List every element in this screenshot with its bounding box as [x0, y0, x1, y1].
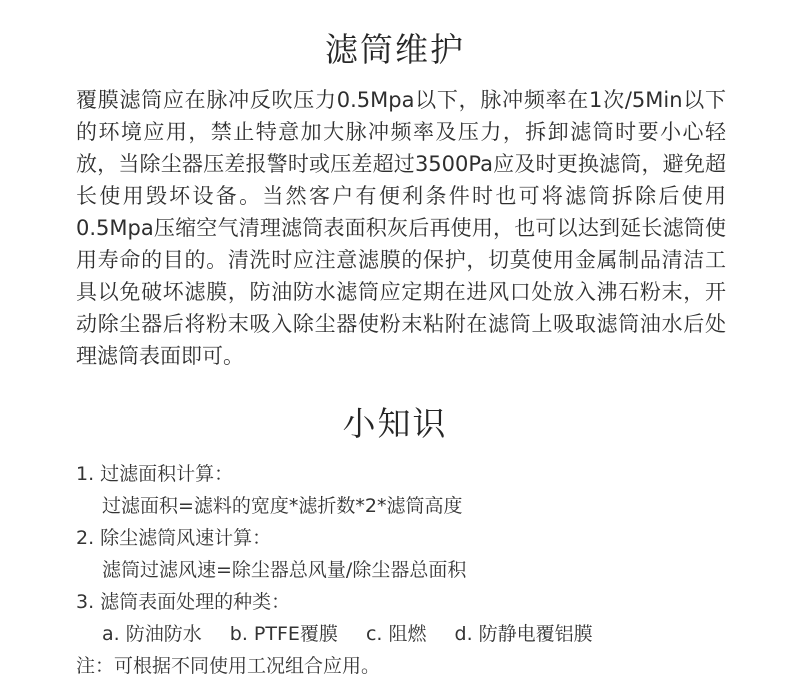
tip-1-formula: 过滤面积=滤料的宽度*滤折数*2*滤筒高度	[102, 495, 463, 517]
section-title-tips: 小知识	[342, 404, 448, 443]
tip-3-types	[76, 618, 756, 650]
tip-1-heading: 1. 过滤面积计算：	[76, 463, 234, 485]
tip-2-heading: 2. 除尘滤筒风速计算：	[76, 527, 272, 549]
type-option-d: d. 防静电覆铝膜	[454, 623, 593, 645]
type-option-c: c. 阻燃	[365, 623, 427, 645]
tip-3-heading: 3. 滤筒表面处理的种类：	[76, 591, 291, 613]
type-option-b: b. PTFE覆膜	[229, 623, 338, 645]
tip-2-formula: 滤筒过滤风速=除尘器总风量/除尘器总面积	[102, 559, 467, 581]
tips-list	[76, 458, 756, 682]
maintenance-paragraph: 覆膜滤筒应在脉冲反吹压力0.5Mpa以下，脉冲频率在1次/5Min以下的环境应用，禁止特意加大脉冲频率及压力，拆卸滤筒时要小心轻放，当除尘器压差报警时或压差超过3500Pa应及时更换滤筒，避免超长使用毁坏设备。当然客户有便利条件时也可将滤筒拆除后使用0.5Mpa压缩空气清理滤筒表面积灰后再使用，也可以达到延长滤筒使用寿命的目的。清洗时应注意滤膜的保护，切莫使用金属制品清洁工具以免破坏滤膜，防油防水滤筒应定期在进风口处放入沸石粉末，开动除尘器后将粉末吸入除尘器使粉末粘附在滤筒上吸取滤筒油水后处理滤筒表面即可。	[76, 88, 726, 368]
tips-note: 注：可根据不同使用工况组合应用。	[76, 655, 381, 677]
section-title-filter-maintenance: 滤筒维护	[325, 30, 465, 69]
type-option-a: a. 防油防水	[102, 623, 202, 645]
